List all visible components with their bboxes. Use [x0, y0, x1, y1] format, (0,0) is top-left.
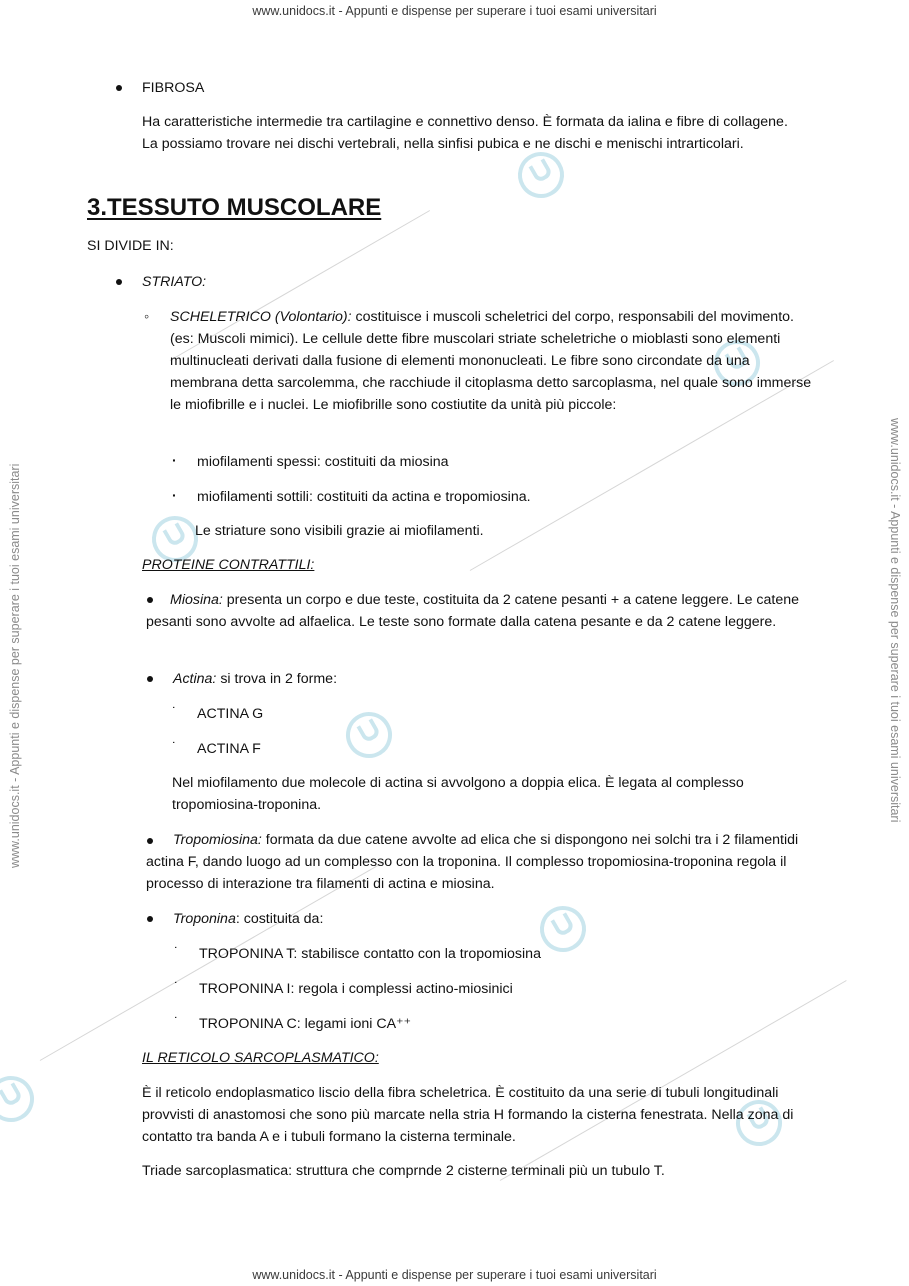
- tick-bullet-icon: ˙: [174, 980, 179, 996]
- section-title: 3.TESSUTO MUSCOLARE: [87, 194, 382, 221]
- proteine-title: PROTEINE CONTRATTILI:: [142, 557, 315, 573]
- actina-note: Nel miofilamento due molecole di actina si avvolgono a doppia elica. È legata al complesso tropomiosina-troponina.: [172, 775, 744, 813]
- scheletrico-label: SCHELETRICO (Volontario):: [170, 309, 352, 325]
- actina-paragraph: [173, 668, 813, 690]
- tick-bullet-icon: ˙: [172, 705, 177, 721]
- reticolo-text: È il reticolo endoplasmatico liscio della fibra scheletrica. È costituito da una serie di tubuli longitudinali provvisti di anastomosi che sono più marcate nella stria H formando la cisterna fenestrata. Nella zona di contatto tra banda A e i tubuli formano la cisterna terminale.: [142, 1085, 794, 1145]
- watermark-bottom: www.unidocs.it - Appunti e dispense per superare i tuoi esami universitari: [252, 1268, 657, 1282]
- tick-bullet-icon: ˙: [172, 740, 177, 756]
- tick-bullet-icon: ˙: [174, 945, 179, 961]
- tropomiosina-paragraph: [146, 829, 826, 895]
- list-item: ACTINA G: [197, 706, 264, 722]
- watermark-right: www.unidocs.it - Appunti e dispense per superare i tuoi esami universitari: [888, 418, 902, 823]
- list-item: ACTINA F: [197, 741, 261, 757]
- list-item: miofilamenti sottili: costituiti da actina e tropomiosina.: [197, 489, 531, 505]
- watermark-line: [500, 980, 847, 1181]
- actina-text: si trova in 2 forme:: [216, 671, 338, 687]
- reticolo-title: IL RETICOLO SARCOPLASMATICO:: [142, 1050, 379, 1066]
- miosina-paragraph: [146, 589, 826, 633]
- dash-bullet-icon: ·: [172, 453, 177, 469]
- bullet-icon: [116, 279, 122, 285]
- divide-label: SI DIVIDE IN:: [87, 238, 174, 254]
- dash-bullet-icon: ·: [172, 488, 177, 504]
- scheletrico-paragraph: [170, 306, 820, 416]
- watermark-top: www.unidocs.it - Appunti e dispense per superare i tuoi esami universitari: [252, 4, 657, 18]
- triade-text: Triade sarcoplasmatica: struttura che comprnde 2 cisterne terminali più un tubulo T.: [142, 1163, 665, 1179]
- actina-label: Actina:: [173, 671, 217, 687]
- bullet-icon: [147, 676, 153, 682]
- watermark-logo-icon: [0, 1068, 42, 1131]
- watermark-logo-icon: [338, 704, 401, 767]
- tick-bullet-icon: ˙: [174, 1015, 179, 1031]
- troponina-label: Troponina: [173, 911, 236, 927]
- bullet-icon: [147, 916, 153, 922]
- miosina-label: Miosina:: [170, 592, 223, 608]
- troponina-paragraph: [173, 908, 813, 930]
- scheletrico-text: costituisce i muscoli scheletrici del corpo, responsabili del movimento. (es: Muscoli mimici). Le cellule dette fibre muscolari striate scheletriche o mioblasti sono elementi multinucleati derivati dalla fusione di elementi mononucleati. Le fibre sono circondate da una membrana detta sarcolemma, che racchiude il citoplasma detto sarcoplasma, nel quale sono immerse le miofibrille e i nuclei. Le miofibrille sono costiutite da unità più piccole:: [170, 309, 812, 413]
- miosina-text: presenta un corpo e due teste, costituita da 2 catene pesanti + a catene leggere. Le catene pesanti sono avvolte ad alfaelica. Le teste sono formate dalla catena pesante e da 2 catene leggere.: [146, 592, 800, 630]
- list-item: TROPONINA I: regola i complessi actino-miosinici: [199, 981, 513, 997]
- tropomiosina-label: Tropomiosina:: [173, 832, 262, 848]
- fibrosa-text: Ha caratteristiche intermedie tra cartilagine e connettivo denso. È formata da ialina e fibre di collagene. La possiamo trovare nei dischi vertebrali, nella sinfisi pubica e ne dischi e menischi intrarticolari.: [142, 114, 788, 152]
- striato-label: STRIATO:: [142, 274, 207, 290]
- troponina-text: : costituita da:: [235, 911, 324, 927]
- list-item: miofilamenti spessi: costituiti da miosina: [197, 454, 449, 470]
- list-item: TROPONINA C: legami ioni CA⁺⁺: [199, 1016, 412, 1032]
- scheletrico-note: Le striature sono visibili grazie ai miofilamenti.: [195, 523, 484, 539]
- list-item: TROPONINA T: stabilisce contatto con la tropomiosina: [199, 946, 541, 962]
- fibrosa-title: FIBROSA: [142, 80, 205, 96]
- watermark-left: www.unidocs.it - Appunti e dispense per superare i tuoi esami universitari: [8, 463, 22, 868]
- tropomiosina-text: formata da due catene avvolte ad elica che si dispongono nei solchi tra i 2 filamentidi actina F, dando luogo ad un complesso con la troponina. Il complesso tropomiosina-troponina regola il processo di interazione tra filamenti di actina e miosina.: [146, 832, 799, 892]
- bullet-icon: [116, 85, 122, 91]
- circle-bullet-icon: ◦: [144, 309, 150, 325]
